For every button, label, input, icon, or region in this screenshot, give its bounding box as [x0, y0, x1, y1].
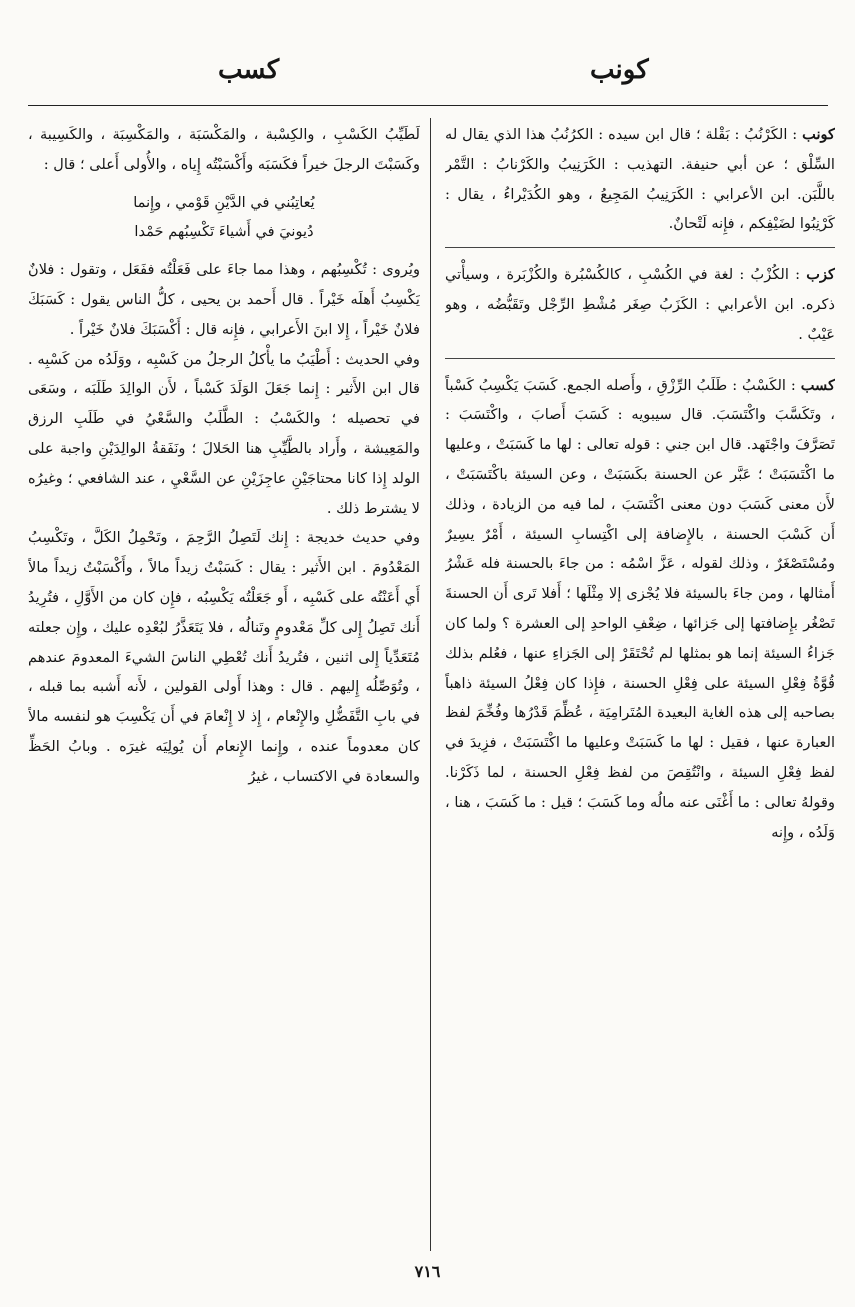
entry-separator	[445, 247, 835, 248]
headword-konab: كونب	[802, 126, 835, 143]
poem	[28, 188, 420, 248]
left-column	[28, 120, 420, 1245]
entry-konab	[445, 120, 835, 239]
right-column	[445, 120, 835, 1245]
entry-konab-text: : الكَرْنُبُ : بَقْلة ؛ قال ابن سيده : الكرُنُبُ هذا الذي يقال له السِّلْق ؛ عن أبي حنيفة. التهذيب : الكَرَنِيبُ والكَرْنابُ : التَّمْر باللَّبَن. ابن الأعرابي : الكَرَنِيبُ المَجِيعُ ، وهو الكُدَيْراءُ ، يقال : كَرْنِبُوا لضَيْفِكم ، فإِنه لَتْحانٌ.	[445, 126, 835, 233]
entry-kasab	[445, 371, 835, 848]
poem-line: يُعاتِبُني في الدَّيْنِ قَوْمي ، وإِنما	[133, 193, 315, 211]
paragraph: ويُروى : تُكْسِبُهم ، وهذا مما جاءَ على فَعَلْتُه ففَعَل ، وتقول : فلانٌ يَكْسِبُ أَهلَه خَيْراً . قال أَحمد بن يحيى ، كلُّ الناس يقول : كَسَبَكَ فلانٌ خَيْراً ، إِلا ابنَ الأَعرابي ، فإِنه قال : أَكْسَبَكَ فلانٌ خَيْراً .	[28, 261, 420, 338]
running-header-left: كسب	[218, 55, 280, 85]
paragraph: وفي الحديث : أَطْيَبُ ما يأْكلُ الرجلُ من كَسْبِه ، ووَلَدُه من كَسْبِه . قال ابن الأَثير : إِنما جَعَلَ الوَلَدَ كَسْباً ، لأَن الوالِدَ طَلَبَه ، وسَعَى في تحصيله ؛ والكَسْبُ : الطَّلَبُ والسَّعْيُ في طَلَبِ الرزق والمَعِيشة ، وأَراد بالطَّيِّبِ هنا الحَلالَ ؛ ونَفَقةُ الوالِدَيْنِ واجبة على الولد إِذا كانا محتاجَيْنِ عاجِزَيْنِ عن السَّعْيِ ، عند الشافعي ؛ وغيرُه لا يشترط ذلك .	[28, 350, 420, 517]
poem-line: دُيونيَ في أَشياءَ تَكْسِبُهم حَمْدا	[134, 223, 314, 241]
paragraph: وفي حديث خديجة : إِنك لَتَصِلُ الرَّحِمَ ، وتَحْمِلُ الكَلَّ ، وتَكْسِبُ المَعْدُومَ . ابن الأَثير : يقال : كَسَبْتُ زيداً مالاً ، وأَكْسَبْتُ زيداً مالاً أَي أَعَنْتُه على كَسْبِه ، أَو جَعَلْتُه يَكْسِبُه ، فإِن كان من الأَوَّلِ ، فتُرِيدُ أَنك تَصِلُ إِلى كلِّ مَعْدومٍ وتَنالُه ، فلا يَتَعَذَّرُ لبُعْدِه عليك ، وإِن جعلته مُتَعَدِّياً إِلى اثنين ، فتُريدُ أَنك تُعْطِي الناسَ الشيءَ المعدومَ عندهم ، وتُوَصِّلُه إِليهم . قال : وهذا أَولى القولين ، لأَنه أَشبه بما قبله ، في بابِ التَّفَضُّلِ والإِنْعام ، إِذ لا إِنْعامَ في أَن يَكْسِبَ هو لنفسه مالاً كان معدوماً عنده ، وإِنما الإِنعام أَن يُولِيَه غيرَه . وبابُ الحَظِّ والسعادة في الاكتساب ، غيرُ	[28, 529, 420, 785]
headword-kasab: كسب	[800, 376, 835, 394]
entry-kazab-text: : الكُزْبُ : لغة في الكُسْبِ ، كالكُسْبُرة والكُزْبَرة ، وسيأْتي ذكره. ابن الأعرابي : الكَزَبُ صِغَر مُشْطِ الرِّجْل وتَقَبُّضُه ، وهو عَيْبٌ .	[445, 266, 835, 343]
column-divider	[430, 118, 431, 1251]
headword-kazab: كزب	[806, 266, 835, 284]
entry-separator	[445, 358, 835, 359]
header-rule	[28, 105, 828, 106]
entry-kasab-text: : الكَسْبُ : طَلَبُ الرِّزْقِ ، وأَصله الجمع. كَسَبَ يَكْسِبُ كَسْباً ، وتَكَسَّبَ واكْتَسَبَ. قال سيبويه : كَسَبَ أَصابَ ، واكْتَسَبَ : تَصَرَّفَ واجْتَهد. قال ابن جني : قوله تعالى : لها ما كَسَبَتْ ، وعليها ما اكْتَسَبَتْ ؛ عَبَّر عن الحسنة بكَسَبَتْ ، وعن السيئة باكْتَسَبَتْ ، لأَن معنى كَسَبَ دون معنى اكْتَسَبَ ، لما فيه من الزيادة ، وذلك أَن كَسْبَ الحسنة ، بالإِضافة إلى اكْتِسابِ السيئة ، أَمْرٌ يسِيرٌ ومُسْتَصْغَرٌ ، وذلك لقوله ، عَزَّ اسْمُه : من جاءَ بالحسنة فله عَشْرُ أَمثالها ، ومن جاءَ بالسيئة فلا يُجْزى إلا مِثْلَها ؛ أَفلا تَرى أَن الحسنةَ تَصْغُر بإِضافتها إلى جَزائها ، ضِعْفِ الواحدِ إلى العشرة ؟ ولما كان جَزاءُ السيئة إنما هو بمثلها لم تُحْتَقَرْ إلى الجَزاءِ عنها ، فعُلم بذلك قُوَّةُ فِعْلِ السيئة على فِعْلِ الحسنة ، فإِذا كان فِعْلُ السيئة ذاهباً بصاحبه إلى هذه الغاية البعيدة المُتَرامِيَة ، عُظِّمَ قَدْرُها وفُخِّمَ لفظ العبارة عنها ، فقيل : لها ما كَسَبَتْ وعليها ما اكْتَسَبَتْ ، فزِيدَ في لفظ فِعْلِ السيئة ، وانْتُقِصَ من لفظ فِعْلِ الحسنة ، لما ذَكَرْنا. وقولهُ تعالى : ما أَغْنَى عنه مالُه وما كَسَبَ ؛ قيل : ما كَسَبَ ، هنا ، وَلَدُه ، وإِنه	[445, 376, 835, 841]
page-number: ٧١٦	[414, 1262, 441, 1281]
entry-kazab	[445, 260, 835, 349]
paragraph: لَطَيِّبُ الكَسْبِ ، والكِسْبة ، والمَكْسَبَة ، والمَكْسِبَة ، والكَسِيبة ، وكَسَبْتَ الرجلَ خيراً فكَسَبَه وأَكْسَبْتُه إِياه ، والأُولى أَعلى ؛ قال :	[28, 126, 420, 173]
running-header-right: كونب	[590, 55, 649, 85]
